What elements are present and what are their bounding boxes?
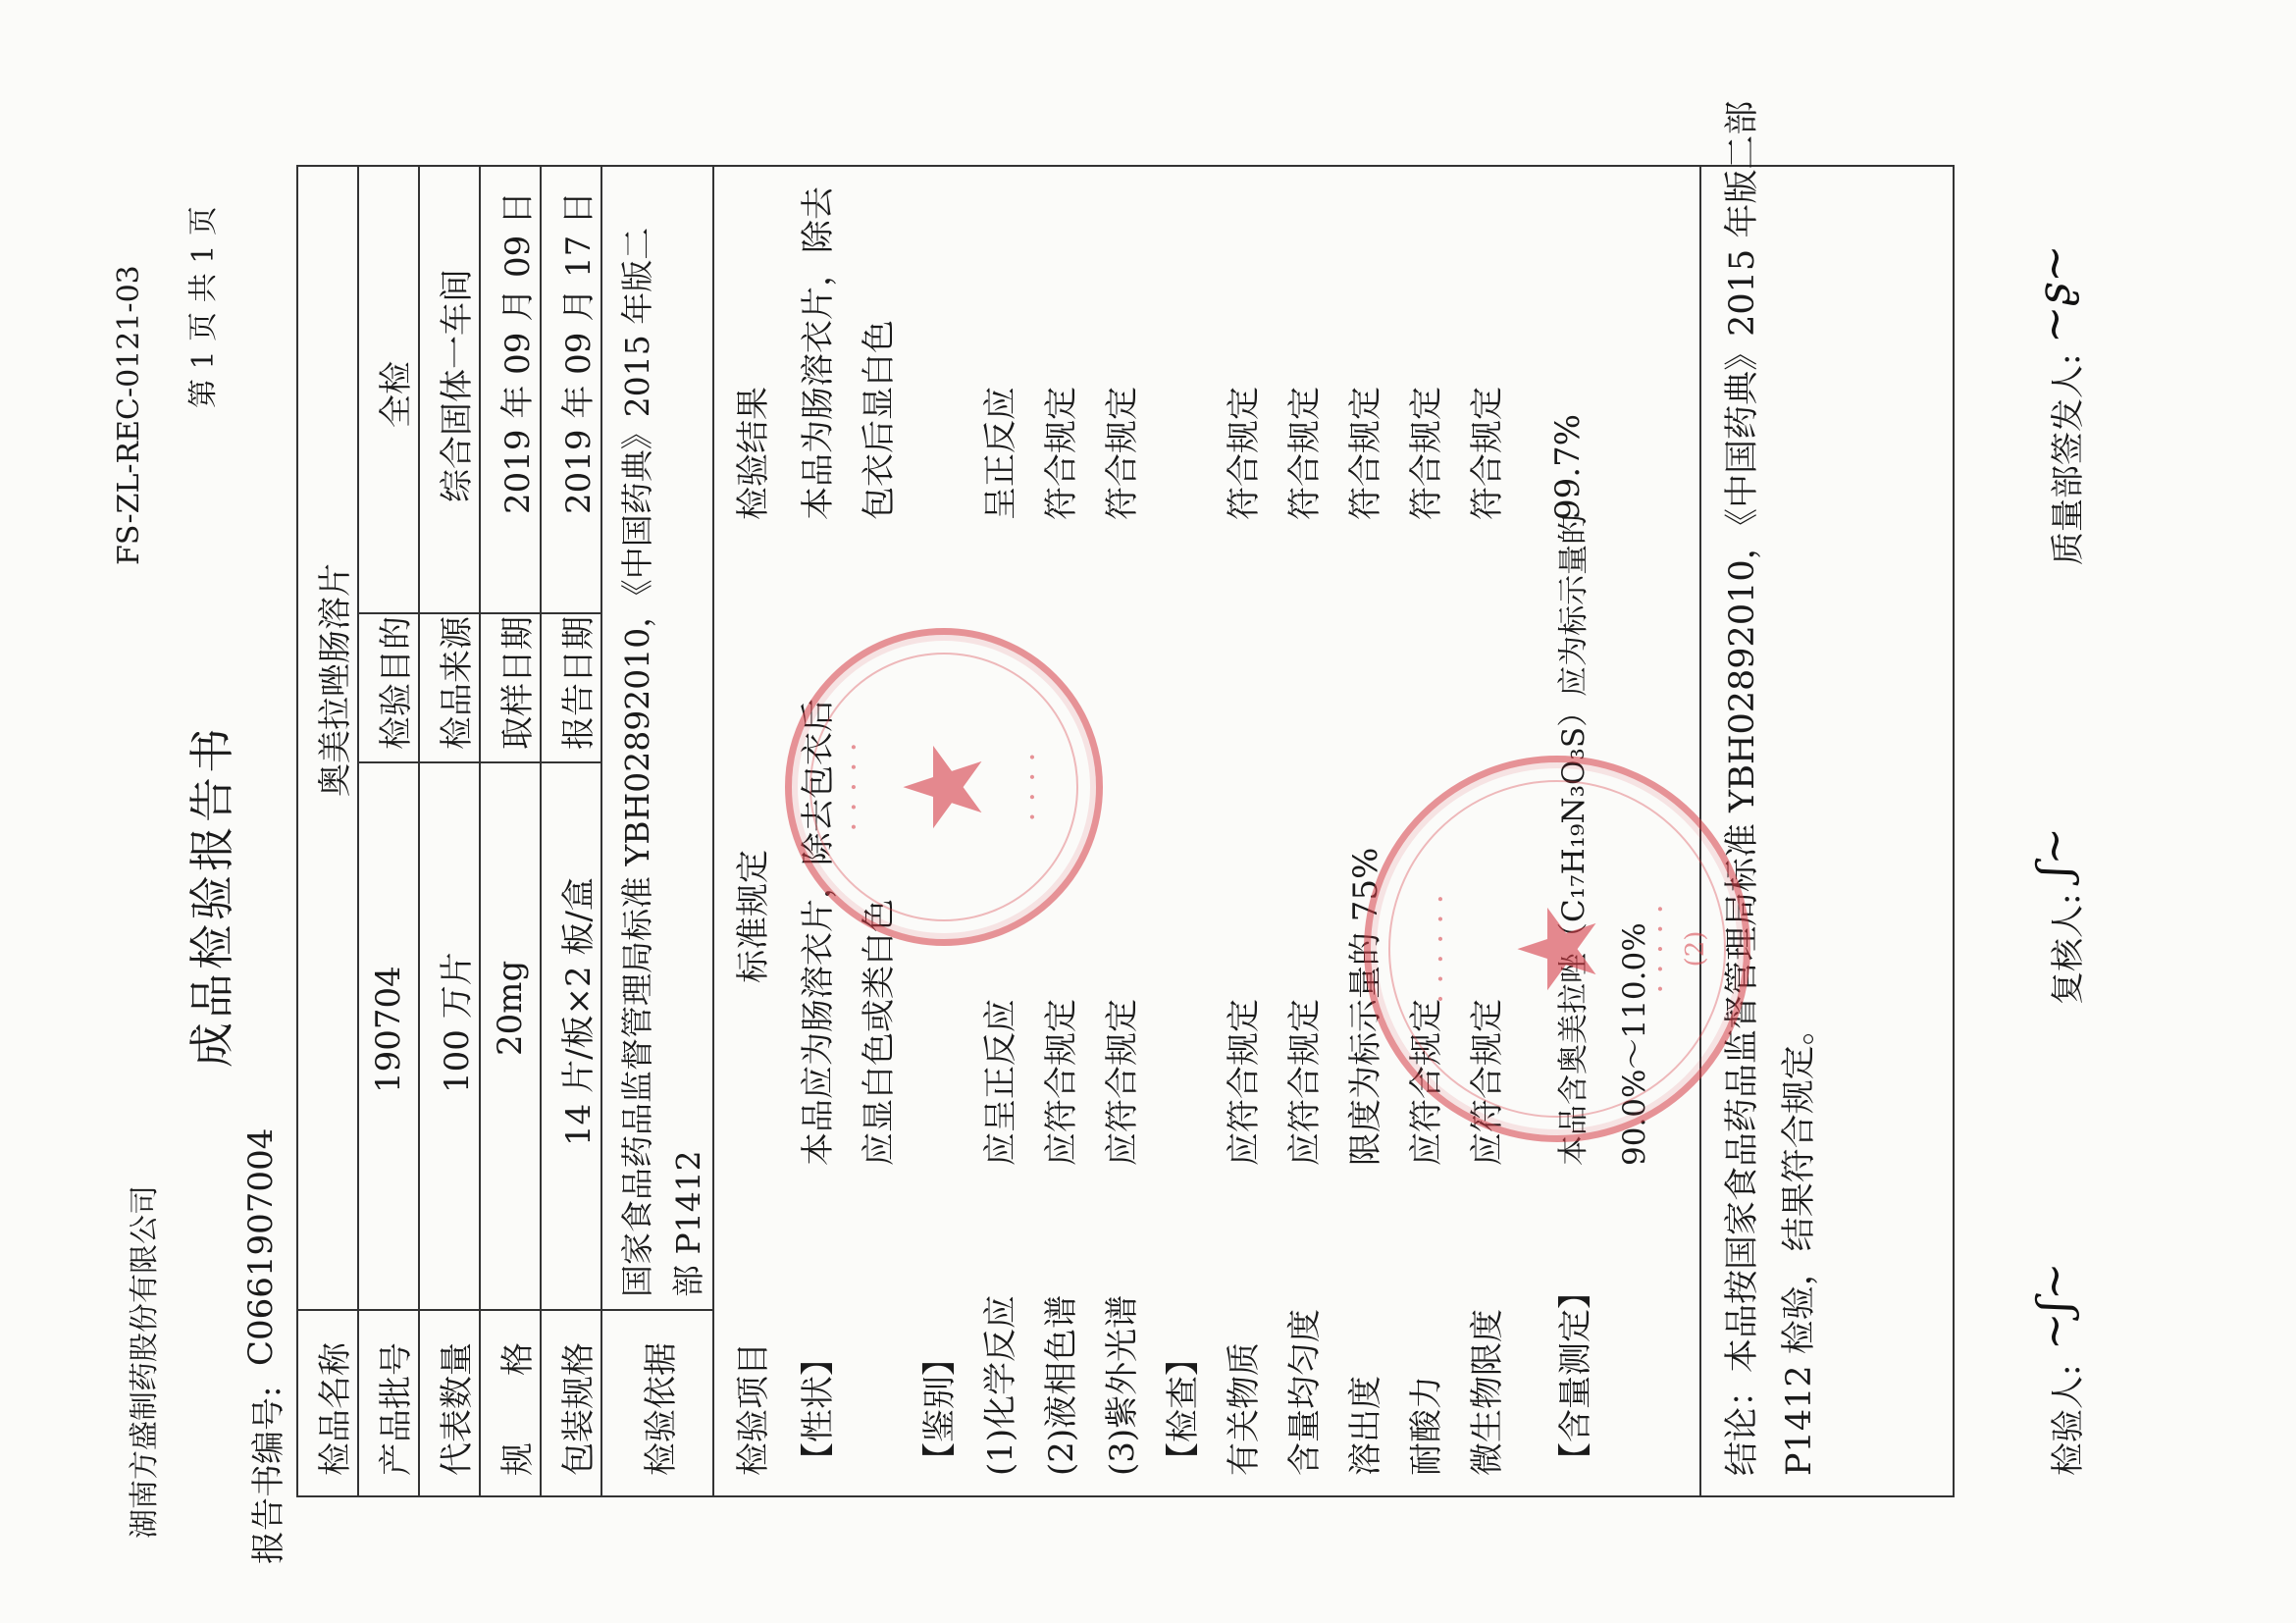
sampling-date: 2019 年 09 月 09 日 [498, 190, 538, 514]
result-row-value: 符合规定 [1042, 387, 1081, 520]
result-row-standard: 应符合规定 [1225, 999, 1264, 1166]
result-row-standard: 本品含奥美拉唑（C₁₇H₁₉N₃O₃S）应为标示量的 [1556, 513, 1592, 1166]
report-number-label: 报告书编号: [249, 1386, 288, 1564]
product-name: 奥美拉唑肠溶片 [316, 563, 355, 797]
result-row-value: 包衣后显白色 [860, 320, 899, 520]
result-row-item: 含量均匀度 [1285, 1309, 1325, 1476]
result-row-standard: 本品应为肠溶衣片，除去包衣后 [799, 699, 838, 1166]
result-row-value: 符合规定 [1103, 387, 1142, 520]
result-row-value: 符合规定 [1468, 387, 1507, 520]
document-code: FS-ZL-REC-0121-03 [112, 265, 146, 565]
company-name: 湖南方盛制药股份有限公司 [128, 1185, 162, 1539]
result-row-item: (2)液相色谱 [1042, 1294, 1081, 1476]
result-row-item: 【鉴别】 [920, 1342, 960, 1476]
info-row-divider-2 [418, 165, 420, 1497]
conclusion-line-2: P1412 检验，结果符合规定。 [1780, 1011, 1819, 1476]
result-row-standard: 应符合规定 [1103, 999, 1142, 1166]
info-label-column-divider [296, 1309, 712, 1311]
basis-label: 检验依据 [642, 1342, 681, 1476]
source-label: 检品来源 [438, 616, 477, 750]
conclusion-line-1: 结论：本品按国家食品药品监督管理局标准 YBH02892010，《中国药典》2015 年版二部 [1723, 100, 1762, 1476]
result-row-item: 【含量测定】 [1556, 1276, 1595, 1476]
column-header-result: 检验结果 [734, 387, 773, 520]
spec-value: 20mg [491, 960, 530, 1056]
result-row-item: 【性状】 [799, 1342, 838, 1476]
package-label: 包装规格 [559, 1342, 599, 1476]
basis-line-1: 国家食品药品监督管理局标准 YBH02892010，《中国药典》2015 年版二 [618, 227, 656, 1297]
result-row-standard: 应符合规定 [1468, 999, 1507, 1166]
source-value: 综合固体一车间 [438, 269, 477, 502]
result-row-value: 符合规定 [1285, 387, 1325, 520]
result-row-standard: 应显白色或类白色 [860, 899, 899, 1166]
report-date: 2019 年 09 月 17 日 [559, 190, 599, 514]
inspector-signature: ~ʃ~ [2027, 1262, 2080, 1350]
info-row-divider-1 [357, 165, 359, 1497]
column-header-item: 检验项目 [734, 1342, 773, 1476]
basis-line-2: 部 P1412 [669, 1150, 707, 1297]
quantity-label: 代表数量 [438, 1342, 477, 1476]
result-row-value: 本品为肠溶衣片，除去 [799, 186, 838, 520]
batch-label: 产品批号 [377, 1342, 416, 1476]
info-mid-column-divider-right [357, 612, 600, 614]
quantity-value: 100 万片 [438, 952, 477, 1093]
report-date-label: 报告日期 [559, 616, 599, 750]
reviewer-label: 复核人: [2049, 893, 2088, 1005]
result-row-item: 【检查】 [1164, 1342, 1203, 1476]
result-row-standard: 应呈正反应 [981, 999, 1020, 1166]
info-row-divider-4 [540, 165, 542, 1497]
purpose-value: 全检 [377, 361, 416, 428]
result-row-item: 耐酸力 [1407, 1376, 1446, 1476]
inspector-label: 检验人: [2049, 1364, 2088, 1476]
table-left-border [296, 1495, 1955, 1497]
result-row-standard: 应符合规定 [1285, 999, 1325, 1166]
info-row-divider-3 [479, 165, 481, 1497]
batch-value: 190704 [369, 966, 408, 1093]
issuer-label: 质量部签发人: [2049, 353, 2088, 565]
result-row-value: 符合规定 [1407, 387, 1446, 520]
page-info: 第 1 页 共 1 页 [186, 206, 221, 408]
product-name-label: 检品名称 [316, 1342, 355, 1476]
info-mid-column-divider-left [357, 761, 600, 763]
result-row-value: 99.7% [1548, 413, 1588, 520]
info-table-top-border [296, 165, 298, 1497]
info-row-divider-5 [600, 165, 602, 1497]
sampling-date-label: 取样日期 [498, 616, 538, 750]
table-right-border [296, 165, 1955, 167]
spec-label: 规 格 [498, 1342, 538, 1476]
table-bottom-border [1953, 165, 1955, 1497]
result-row-standard: 应符合规定 [1407, 999, 1446, 1166]
report-title: 成品检验报告书 [185, 724, 238, 1068]
reviewer-signature: ʃ~ [2027, 826, 2080, 877]
result-row-value: 符合规定 [1346, 387, 1385, 520]
issuer-signature: ~ʂ~ [2027, 244, 2080, 343]
result-row-value: 呈正反应 [981, 387, 1020, 520]
stamp-inspection-seal: · · · · · ★ · · · · [785, 628, 1103, 946]
package-value: 14 片/板×2 板/盒 [559, 877, 599, 1146]
result-row-item: (1)化学反应 [981, 1294, 1020, 1476]
report-number: C0661907004 [241, 1127, 281, 1366]
result-row-item: 有关物质 [1225, 1342, 1264, 1476]
result-row-item: 溶出度 [1346, 1376, 1385, 1476]
result-row-standard: 限度为标示量的 75% [1346, 847, 1385, 1166]
purpose-label: 检验目的 [377, 616, 416, 750]
stamp-company-seal: · · · · · · ★ · · · · · (2) [1364, 756, 1750, 1142]
result-row-item: (3)紫外光谱 [1103, 1294, 1142, 1476]
result-row-value: 符合规定 [1225, 387, 1264, 520]
result-row-standard: 90.0%～110.0% [1617, 922, 1652, 1166]
info-table-bottom-border [712, 165, 714, 1497]
column-header-standard: 标准规定 [734, 850, 773, 983]
result-row-item: 微生物限度 [1468, 1309, 1507, 1476]
result-row-standard: 应符合规定 [1042, 999, 1081, 1166]
